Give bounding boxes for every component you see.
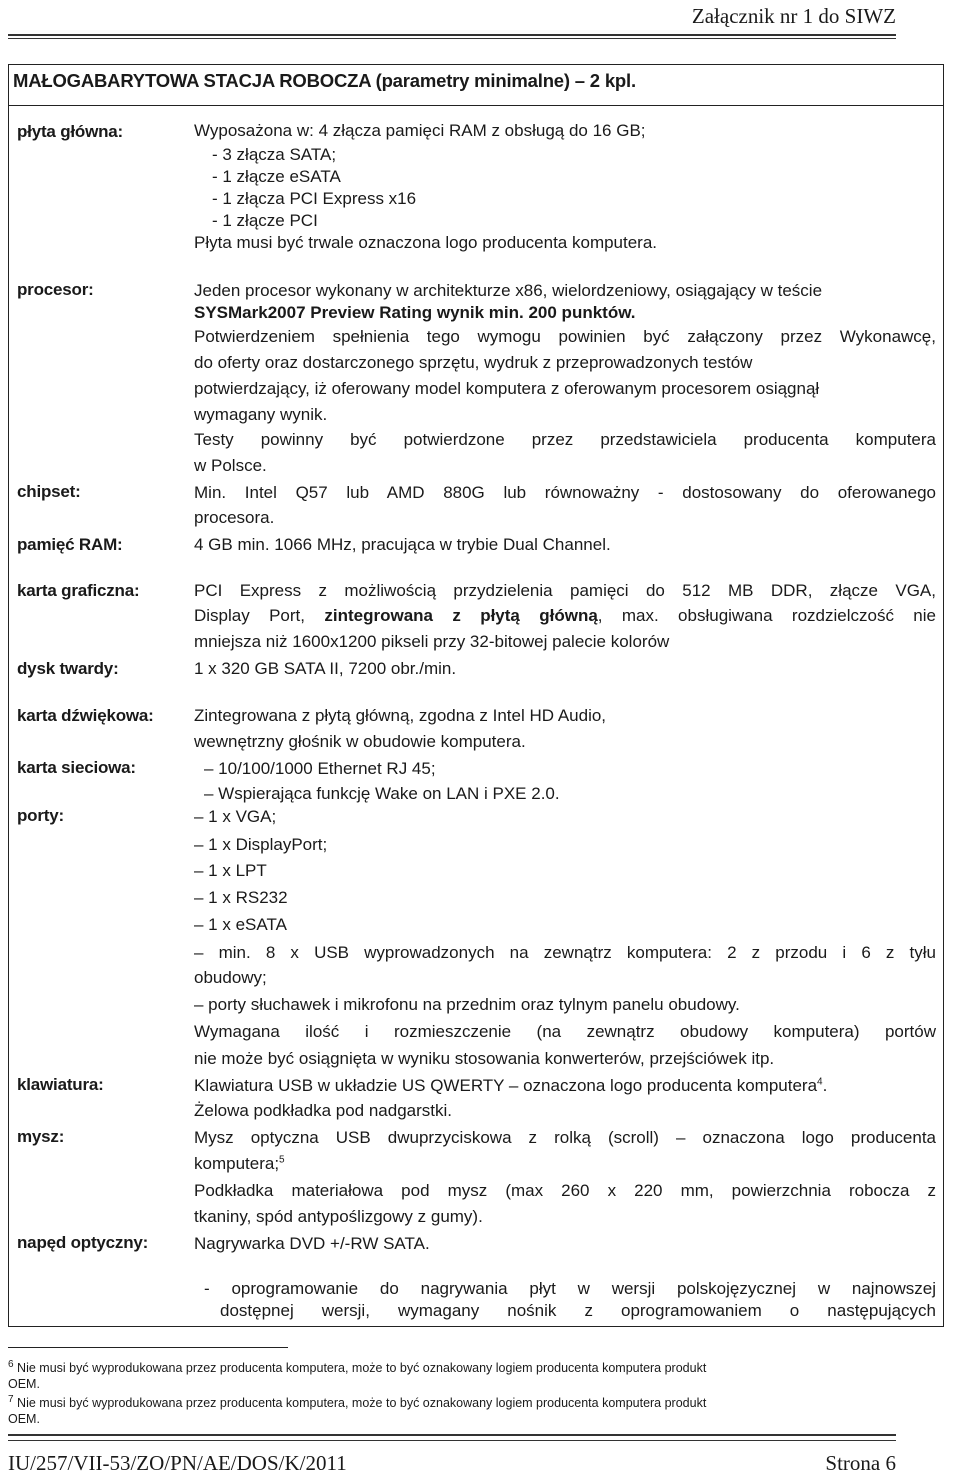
- spec-line: Potwierdzeniem spełnienia tego wymogu powinien być załączony przez Wykonawcę,: [194, 327, 936, 346]
- text-run-bold: zintegrowana z płytą główną: [324, 606, 598, 625]
- footnote: [8, 1360, 908, 1376]
- spec-line: Testy powinny być potwierdzone przez przedstawiciela producenta komputera: [194, 430, 936, 449]
- footnote-mark: 7: [8, 1393, 14, 1405]
- spec-line: PCI Express z możliwością przydzielenia pamięci do 512 MB DDR, złącze VGA,: [194, 581, 936, 600]
- label-optical-drive: napęd optyczny:: [17, 1233, 149, 1252]
- spec-line: – 10/100/1000 Ethernet RJ 45;: [204, 759, 436, 778]
- spec-line: – min. 8 x USB wyprowadzonych na zewnątrz komputera: 2 z przodu i 6 z tyłu: [194, 943, 936, 962]
- footnote-text: Nie musi być wyprodukowana przez producenta komputera, może to być oznakowany logiem producenta komputera produkt: [17, 1361, 707, 1375]
- spec-line-mixed: [194, 1153, 936, 1175]
- spec-line: – 1 x VGA;: [194, 807, 277, 826]
- spec-line-mixed: [194, 605, 936, 627]
- annex-header: Załącznik nr 1 do SIWZ: [691, 4, 896, 28]
- spec-line: Jeden procesor wykonany w architekturze x86, wielordzeniowy, osiągający w teście: [194, 281, 823, 300]
- spec-line: nie może być osiągnięta w wyniku stosowania konwerterów, przejściówek itp.: [194, 1049, 775, 1068]
- label-network: karta sieciowa:: [17, 758, 136, 777]
- label-chipset: chipset:: [17, 482, 81, 501]
- footnote-cont: OEM.: [8, 1412, 40, 1426]
- spec-line: - oprogramowanie do nagrywania płyt w wersji polskojęzycznej w najnowszej: [204, 1279, 936, 1298]
- spec-line: Min. Intel Q57 lub AMD 880G lub równoważny - dostosowany do oferowanego: [194, 483, 936, 502]
- spec-line: procesora.: [194, 508, 275, 527]
- label-ports: porty:: [17, 806, 64, 825]
- spec-line: obudowy;: [194, 968, 267, 987]
- spec-line: – 1 x LPT: [194, 861, 267, 880]
- spec-line: wewnętrzny głośnik w obudowie komputera.: [194, 732, 526, 751]
- spec-line: dostępnej wersji, wymagany nośnik z oprogramowaniem o następujących: [220, 1301, 936, 1320]
- spec-line: – Wspierająca funkcję Wake on LAN i PXE 2.0.: [204, 784, 560, 803]
- spec-line: – 1 x eSATA: [194, 915, 287, 934]
- footer-rule-thin: [8, 1440, 896, 1441]
- spec-line: Podkładka materiałowa pod mysz (max 260 x 220 mm, powierzchnia robocza z: [194, 1181, 936, 1200]
- spec-line-mixed: [194, 1075, 936, 1097]
- spec-line: w Polsce.: [194, 456, 267, 475]
- footnote-cont: OEM.: [8, 1377, 40, 1391]
- spec-line: Płyta musi być trwale oznaczona logo producenta komputera.: [194, 233, 658, 252]
- document-reference: IU/257/VII-53/ZO/PN/AE/DOS/K/2011: [8, 1451, 347, 1475]
- spec-line: 4 GB min. 1066 MHz, pracująca w trybie Dual Channel.: [194, 535, 611, 554]
- label-processor: procesor:: [17, 280, 94, 299]
- spec-line: - 1 złącze PCI: [212, 211, 318, 230]
- spec-line: - 1 złącza PCI Express x16: [212, 189, 417, 208]
- spec-line: Mysz optyczna USB dwuprzyciskowa z rolką (scroll) – oznaczona logo producenta: [194, 1128, 936, 1147]
- text-run: .: [822, 1076, 828, 1095]
- spec-title: MAŁOGABARYTOWA STACJA ROBOCZA (parametry minimalne) – 2 kpl.: [13, 70, 636, 91]
- text-run: komputera;: [194, 1154, 280, 1173]
- spec-line: 1 x 320 GB SATA II, 7200 obr./min.: [194, 659, 457, 678]
- text-run: Klawiatura USB w układzie US QWERTY – oznaczona logo producenta komputera: [194, 1076, 818, 1095]
- spec-line: tkaniny, spód antypoślizgowy z gumy).: [194, 1207, 483, 1226]
- spec-line: Wymagana ilość i rozmieszczenie (na zewnątrz obudowy komputera) portów: [194, 1022, 936, 1041]
- spec-line: – 1 x RS232: [194, 888, 288, 907]
- footer-rule: [8, 1434, 896, 1436]
- footnote: [8, 1395, 908, 1411]
- spec-line: Wyposażona w: 4 złącza pamięci RAM z obsługą do 16 GB;: [194, 121, 646, 140]
- text-run: , max. obsługiwana rozdzielczość nie: [597, 606, 936, 625]
- spec-line: mniejsza niż 1600x1200 pikseli przy 32-bitowej palecie kolorów: [194, 632, 670, 651]
- page-number: Strona 6: [825, 1451, 896, 1475]
- spec-line: Zintegrowana z płytą główną, zgodna z Intel HD Audio,: [194, 706, 607, 725]
- label-graphics: karta graficzna:: [17, 581, 140, 600]
- label-sound: karta dźwiękowa:: [17, 706, 154, 725]
- spec-line: – 1 x DisplayPort;: [194, 835, 328, 854]
- footnote-mark: 6: [8, 1358, 14, 1370]
- footnote-ref: 5: [279, 1154, 285, 1166]
- spec-line-bold: SYSMark2007 Preview Rating wynik min. 200 punktów.: [194, 303, 636, 322]
- spec-line: – porty słuchawek i mikrofonu na przednim oraz tylnym panelu obudowy.: [194, 995, 740, 1014]
- spec-line: potwierdzający, iż oferowany model komputera z oferowanym procesorem osiągnął: [194, 379, 820, 398]
- spec-line: Żelowa podkładka pod nadgarstki.: [194, 1101, 452, 1120]
- label-hdd: dysk twardy:: [17, 659, 119, 678]
- footnote-ref: 4: [817, 1076, 823, 1088]
- spec-line: do oferty oraz dostarczonego sprzętu, wydruk z przeprowadzonych testów: [194, 353, 753, 372]
- text-run: Display Port,: [194, 606, 325, 625]
- label-keyboard: klawiatura:: [17, 1075, 104, 1094]
- label-mouse: mysz:: [17, 1127, 65, 1146]
- spec-line: - 1 złącze eSATA: [212, 167, 341, 186]
- spec-line: wymagany wynik.: [194, 405, 328, 424]
- spec-line: - 3 złącza SATA;: [212, 145, 337, 164]
- footnote-text: Nie musi być wyprodukowana przez producenta komputera, może to być oznakowany logiem producenta komputera produkt: [17, 1396, 707, 1410]
- header-rule: [8, 34, 896, 36]
- label-motherboard: płyta główna:: [17, 122, 124, 141]
- spec-line: Nagrywarka DVD +/-RW SATA.: [194, 1234, 430, 1253]
- label-ram: pamięć RAM:: [17, 535, 123, 554]
- header-rule-thin: [8, 38, 896, 39]
- footnote-rule: [8, 1347, 288, 1348]
